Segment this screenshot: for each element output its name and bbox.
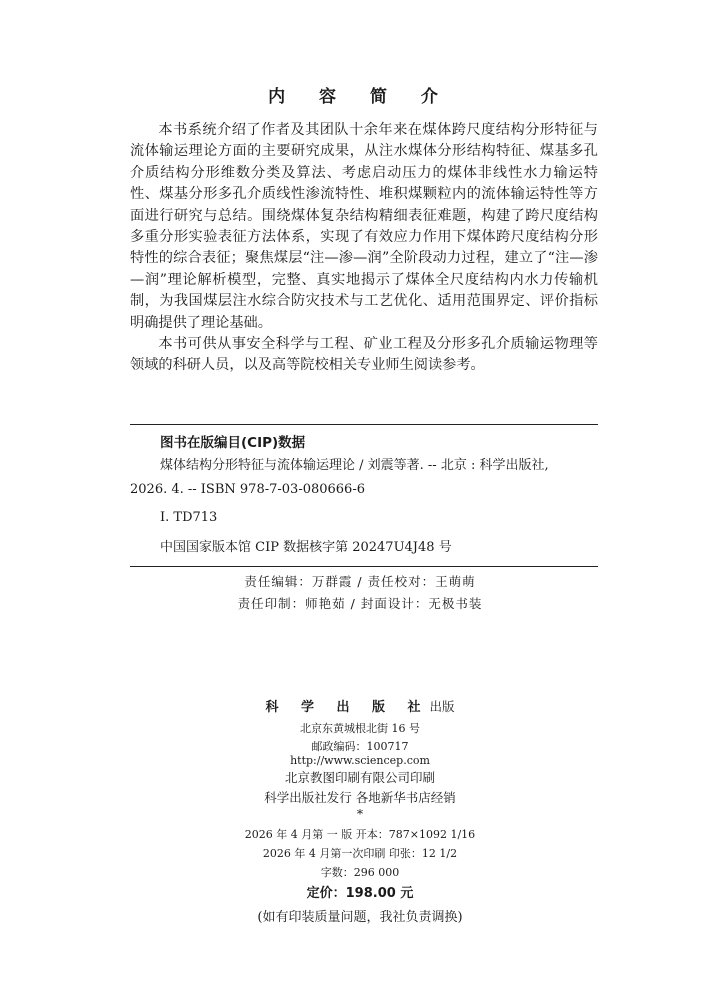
cip-record: 中国国家版本馆 CIP 数据核字第 20247U4J48 号	[160, 540, 452, 555]
quality-note: (如有印装质量问题，我社负责调换)	[257, 910, 463, 925]
intro-paragraph-1: 本书系统介绍了作者及其团队十余年来在煤体跨尺度结构分形特征与流体输运理论方面的主要研究成果，从注水煤体分形结构特征、煤基多孔介质结构分形维数分类及算法、考虑启动压力的煤体非线性水力输运特性、煤基分形多孔介质线性渗流特性、堆积煤颗粒内的流体输运特性等方面进行研究与总结。围绕煤体复杂结构精细表征难题，构建了跨尺度结构多重分形实验表征方法体系，实现了有效应力作用下煤体跨尺度结构分形特性的综合表征；聚焦煤层“注—渗—润”全阶段动力过程，建立了“注—渗—润”理论解析模型，完整、真实地揭示了煤体全尺度结构内水力传输机制，为我国煤层注水综合防灾技术与工艺优化、适用范围界定、评价指标明确提供了理论基础。	[130, 122, 598, 331]
publisher-postcode: 邮政编码：100717	[311, 740, 409, 753]
publisher-name-suffix: 出版	[429, 699, 455, 714]
price: 定价：198.00 元	[306, 886, 414, 901]
publisher-line	[0, 696, 720, 715]
intro-paragraph-2: 本书可供从事安全科学与工程、矿业工程及分形多孔介质输运物理等领域的科研人员，以及高等院校相关专业师生阅读参考。	[130, 336, 598, 374]
publisher-website: http://www.sciencep.com	[290, 754, 430, 767]
intro-body	[130, 120, 598, 377]
cip-bottom-rule	[130, 566, 598, 567]
cip-classification: Ⅰ. TD713	[160, 510, 218, 525]
publisher-name: 科 学 出 版 社	[265, 700, 430, 715]
publisher-address: 北京东黄城根北街 16 号	[300, 722, 420, 735]
credits-line-2: 责任印制：师艳茹 / 封面设计：无极书装	[237, 596, 483, 611]
word-count: 字数：296 000	[320, 866, 400, 879]
intro-heading: 内 容 简 介	[268, 87, 452, 107]
edition-line: 2026 年 4 月第 一 版 开本：787×1092 1/16	[244, 828, 476, 841]
distribution-line: 科学出版社发行 各地新华书店经销	[264, 790, 456, 805]
cip-line-2: 2026. 4. -- ISBN 978-7-03-080666-6	[130, 482, 365, 497]
separator-star: *	[356, 806, 364, 821]
printer-line: 北京教图印刷有限公司印刷	[284, 770, 435, 785]
printing-line: 2026 年 4 月第一次印刷 印张：12 1/2	[262, 847, 458, 860]
cip-top-rule	[130, 424, 598, 425]
credits-line-1: 责任编辑：万群霞 / 责任校对：王萌萌	[244, 574, 476, 589]
cip-heading: 图书在版编目(CIP)数据	[160, 435, 306, 451]
cip-line-1: 煤体结构分形特征与流体输运理论 / 刘震等著. -- 北京 : 科学出版社,	[160, 458, 549, 473]
